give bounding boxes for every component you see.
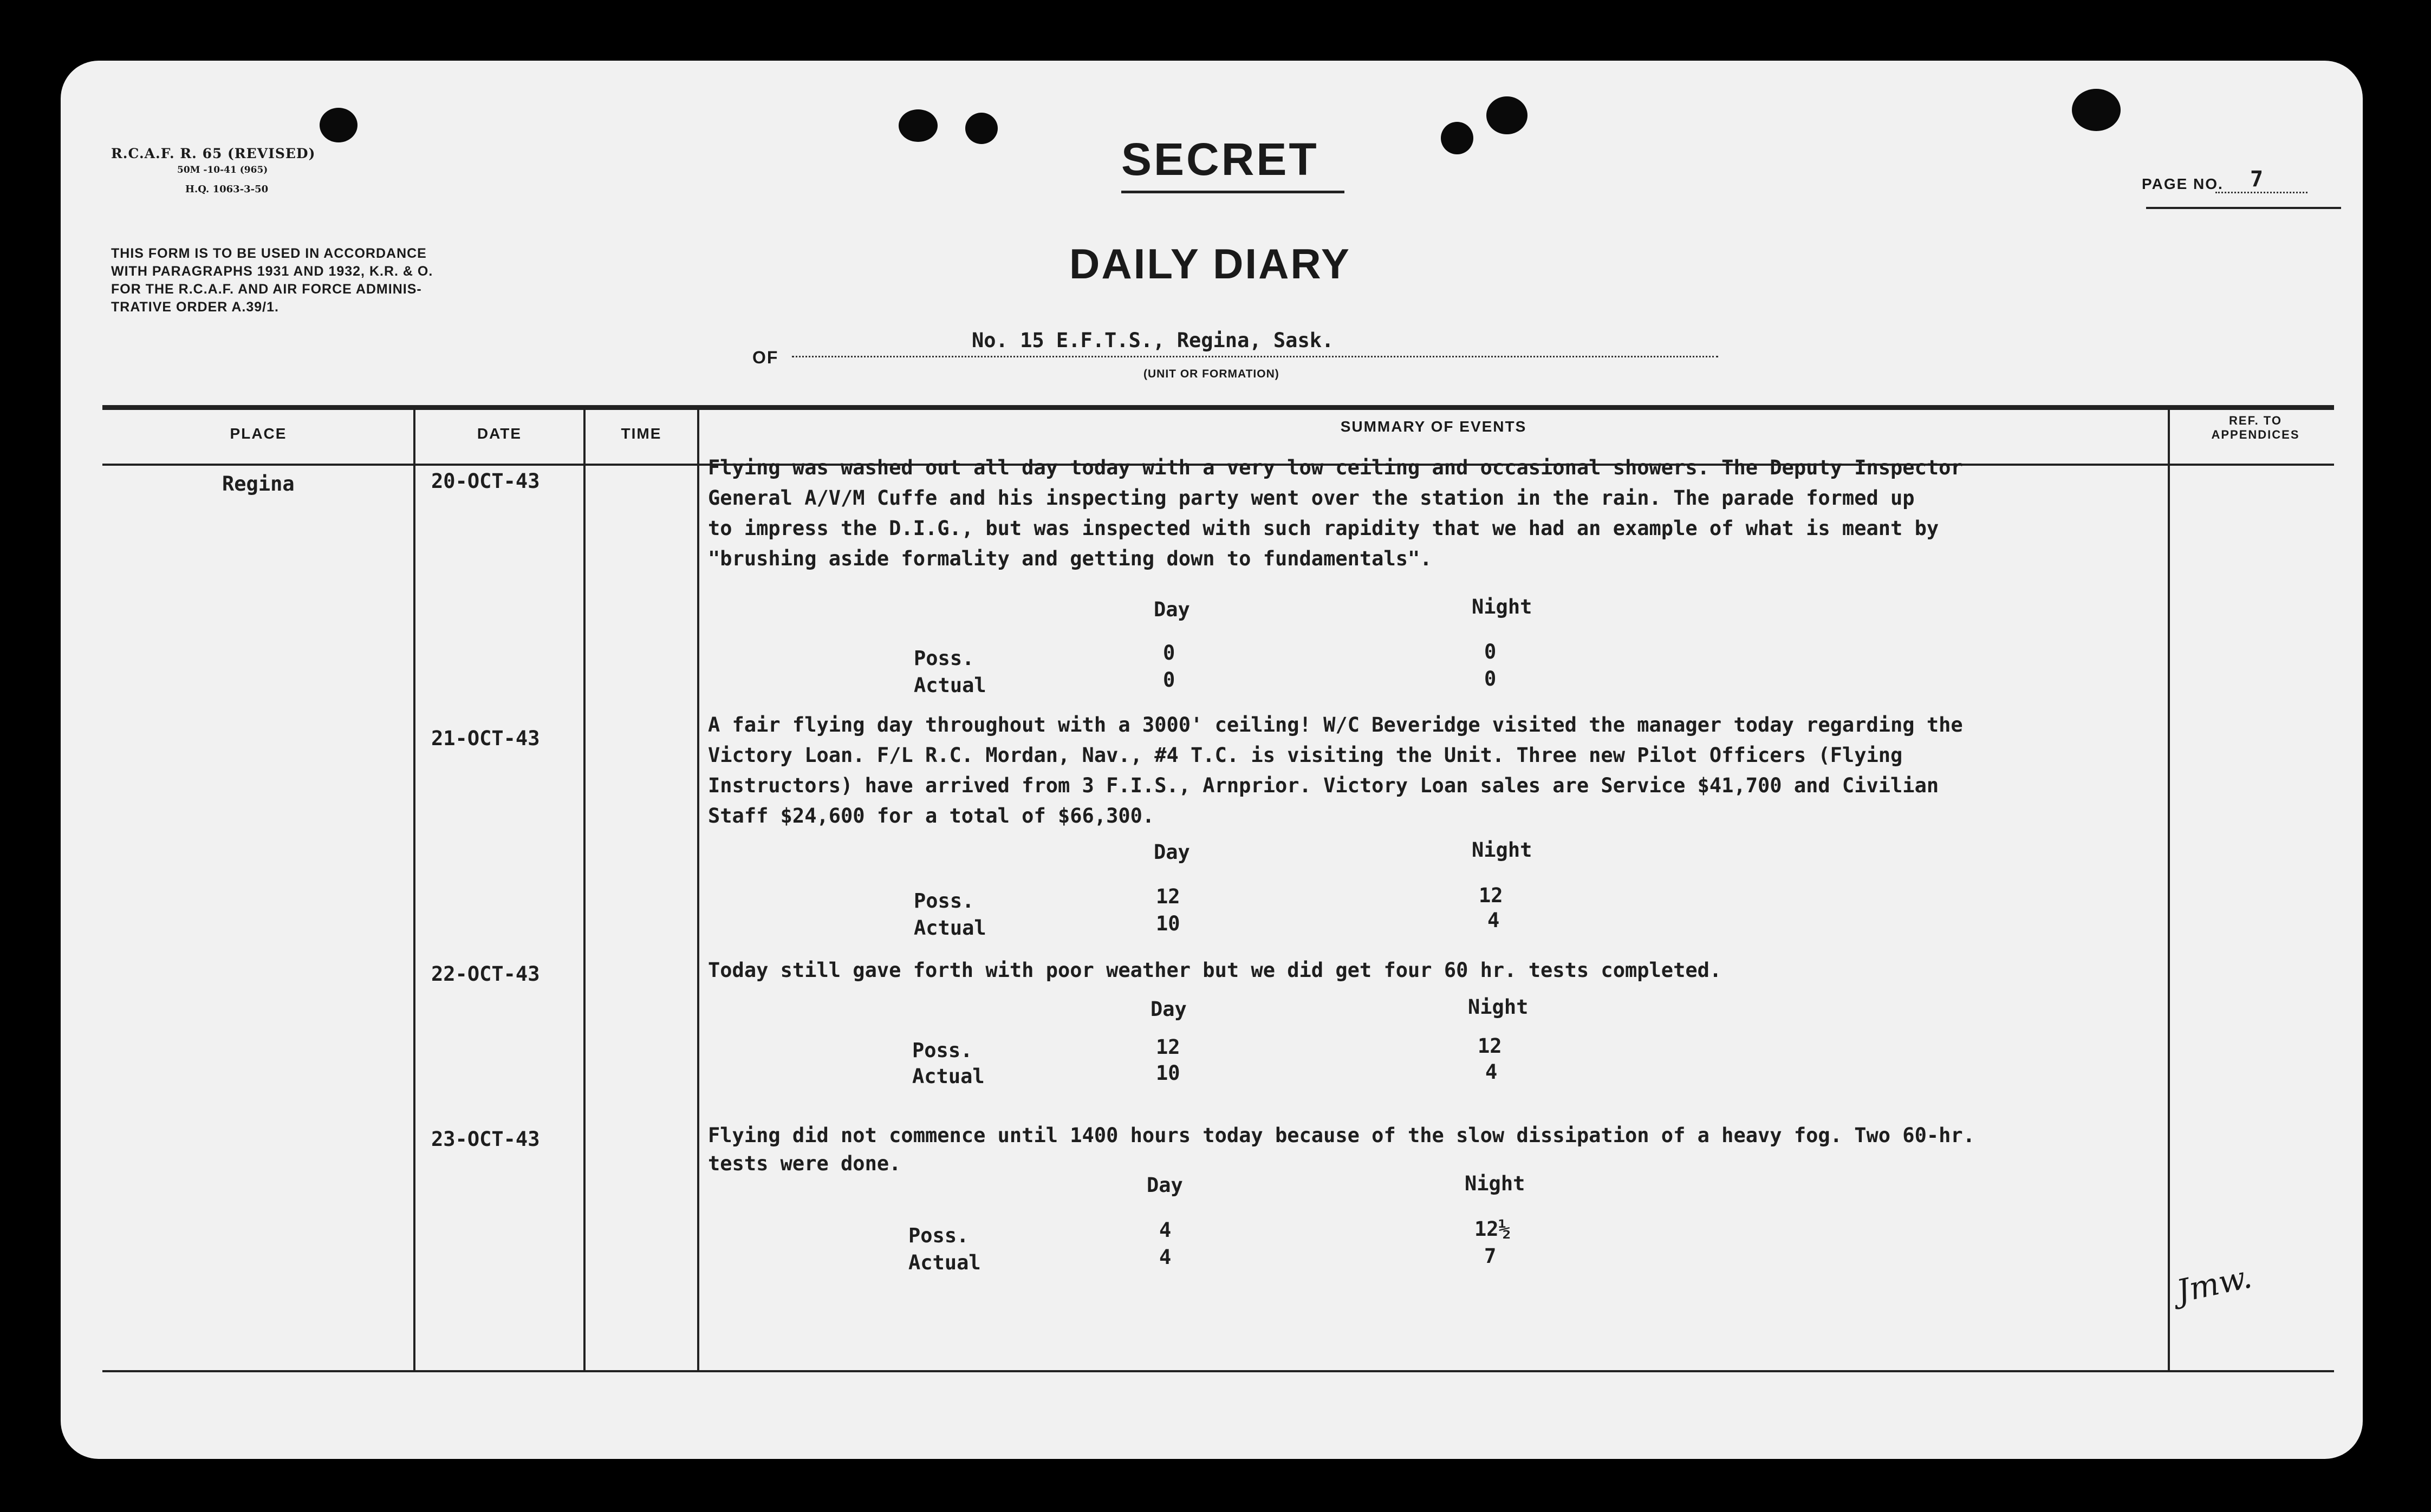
poss-day-value: 0 [1163,641,1175,664]
page-number-label: PAGE NO. [2142,175,2224,192]
header-rule [2146,207,2341,209]
actual-night-value: 7 [1484,1244,1497,1268]
summary-line: tests were done. [708,1152,901,1175]
summary-line: Instructors) have arrived from 3 F.I.S., Arnprior. Victory Loan sales are Service $41,700 and Civilian [708,774,1939,797]
actual-label: Actual [908,1251,981,1274]
summary-line: Flying did not commence until 1400 hours today because of the slow dissipation of a heavy fog. Two 60-hr. [708,1124,1975,1147]
poss-night-value: 12½ [1474,1217,1511,1241]
poss-day-value: 4 [1159,1218,1172,1242]
day-label: Day [1147,1174,1183,1197]
handwritten-initials: Jmw. [2173,1258,2255,1310]
punch-hole [320,108,358,142]
classification-underline [1121,191,1344,193]
actual-day-value: 10 [1156,912,1180,935]
column-header-place: PLACE [230,425,287,442]
date-cell: 22-OCT-43 [431,962,540,986]
form-hq-number: H.Q. 1063-3-50 [185,184,269,195]
summary-line: General A/V/M Cuffe and his inspecting party went over the station in the rain. The parade formed up [708,486,1915,510]
date-cell: 23-OCT-43 [431,1128,540,1151]
poss-night-value: 12 [1478,1034,1502,1058]
diary-card [61,61,2363,1459]
summary-line: Today still gave forth with poor weather but we did get four 60 hr. tests completed. [708,959,1722,982]
summary-line: "brushing aside formality and getting down to fundamentals". [708,547,1432,570]
table-bottom-rule [102,1370,2334,1372]
punch-hole [899,109,938,142]
night-label: Night [1472,595,1532,618]
actual-label: Actual [914,674,986,697]
actual-night-value: 4 [1485,1060,1498,1084]
date-cell: 20-OCT-43 [431,470,540,493]
unit-caption: (UNIT OR FORMATION) [1143,368,1279,380]
punch-hole [2072,89,2121,131]
night-label: Night [1472,838,1532,862]
summary-line: Staff $24,600 for a total of $66,300. [708,804,1155,827]
column-divider-summary [2168,410,2170,1371]
punch-hole [965,113,998,144]
actual-night-value: 0 [1484,667,1497,690]
column-divider-date [583,410,586,1371]
form-title: DAILY DIARY [1069,240,1351,288]
form-print-run: 50M -10-41 (965) [177,165,268,175]
unit-line [792,356,1718,357]
poss-day-value: 12 [1156,885,1180,908]
poss-night-value: 0 [1484,640,1497,663]
unit-name: No. 15 E.F.T.S., Regina, Sask. [972,329,1334,352]
night-label: Night [1465,1172,1525,1195]
actual-day-value: 10 [1156,1061,1180,1085]
poss-label: Poss. [908,1224,969,1247]
table-top-rule [102,405,2334,410]
form-code: R.C.A.F. R. 65 (REVISED) [111,146,316,161]
actual-night-value: 4 [1487,909,1500,932]
actual-day-value: 0 [1163,668,1175,692]
place-cell: Regina [222,472,295,496]
summary-line: Victory Loan. F/L R.C. Mordan, Nav., #4 T.C. is visiting the Unit. Three new Pilot Officers (Flying [708,744,1903,767]
day-label: Day [1154,840,1190,864]
column-header-time: TIME [621,425,662,442]
actual-label: Actual [912,1065,985,1088]
page-number-value: 7 [2250,167,2264,192]
poss-day-value: 12 [1156,1035,1180,1059]
day-label: Day [1154,598,1190,621]
form-usage-note: THIS FORM IS TO BE USED IN ACCORDANCE WITH PARAGRAPHS 1931 AND 1932, K.R. & O. FOR THE R.C.A.F. AND AIR FORCE ADMINIS- TRATIVE ORDER A.39/1. [111,246,433,315]
of-label: OF [752,348,779,367]
column-header-ref: REF. TO APPENDICES [2211,414,2300,441]
column-divider-place [413,410,415,1371]
punch-hole [1486,96,1528,134]
poss-night-value: 12 [1479,884,1503,907]
summary-line: A fair flying day throughout with a 3000' ceiling! W/C Beveridge visited the manager today regarding the [708,713,1963,737]
column-header-date: DATE [477,425,522,442]
poss-label: Poss. [912,1039,973,1062]
actual-label: Actual [914,916,986,940]
punch-hole [1441,122,1473,154]
column-divider-time [697,410,699,1371]
actual-day-value: 4 [1159,1246,1172,1269]
date-cell: 21-OCT-43 [431,727,540,750]
poss-label: Poss. [914,889,974,913]
classification-title: SECRET [1121,134,1319,185]
poss-label: Poss. [914,647,974,670]
column-header-summary: SUMMARY OF EVENTS [1340,418,1527,435]
summary-line: to impress the D.I.G., but was inspected with such rapidity that we had an example of what is meant by [708,517,1939,540]
page-number-line [2215,192,2308,193]
summary-line: Flying was washed out all day today with a very low ceiling and occasional showers. The Deputy Inspector [708,456,1963,479]
day-label: Day [1150,998,1187,1021]
night-label: Night [1468,995,1529,1019]
